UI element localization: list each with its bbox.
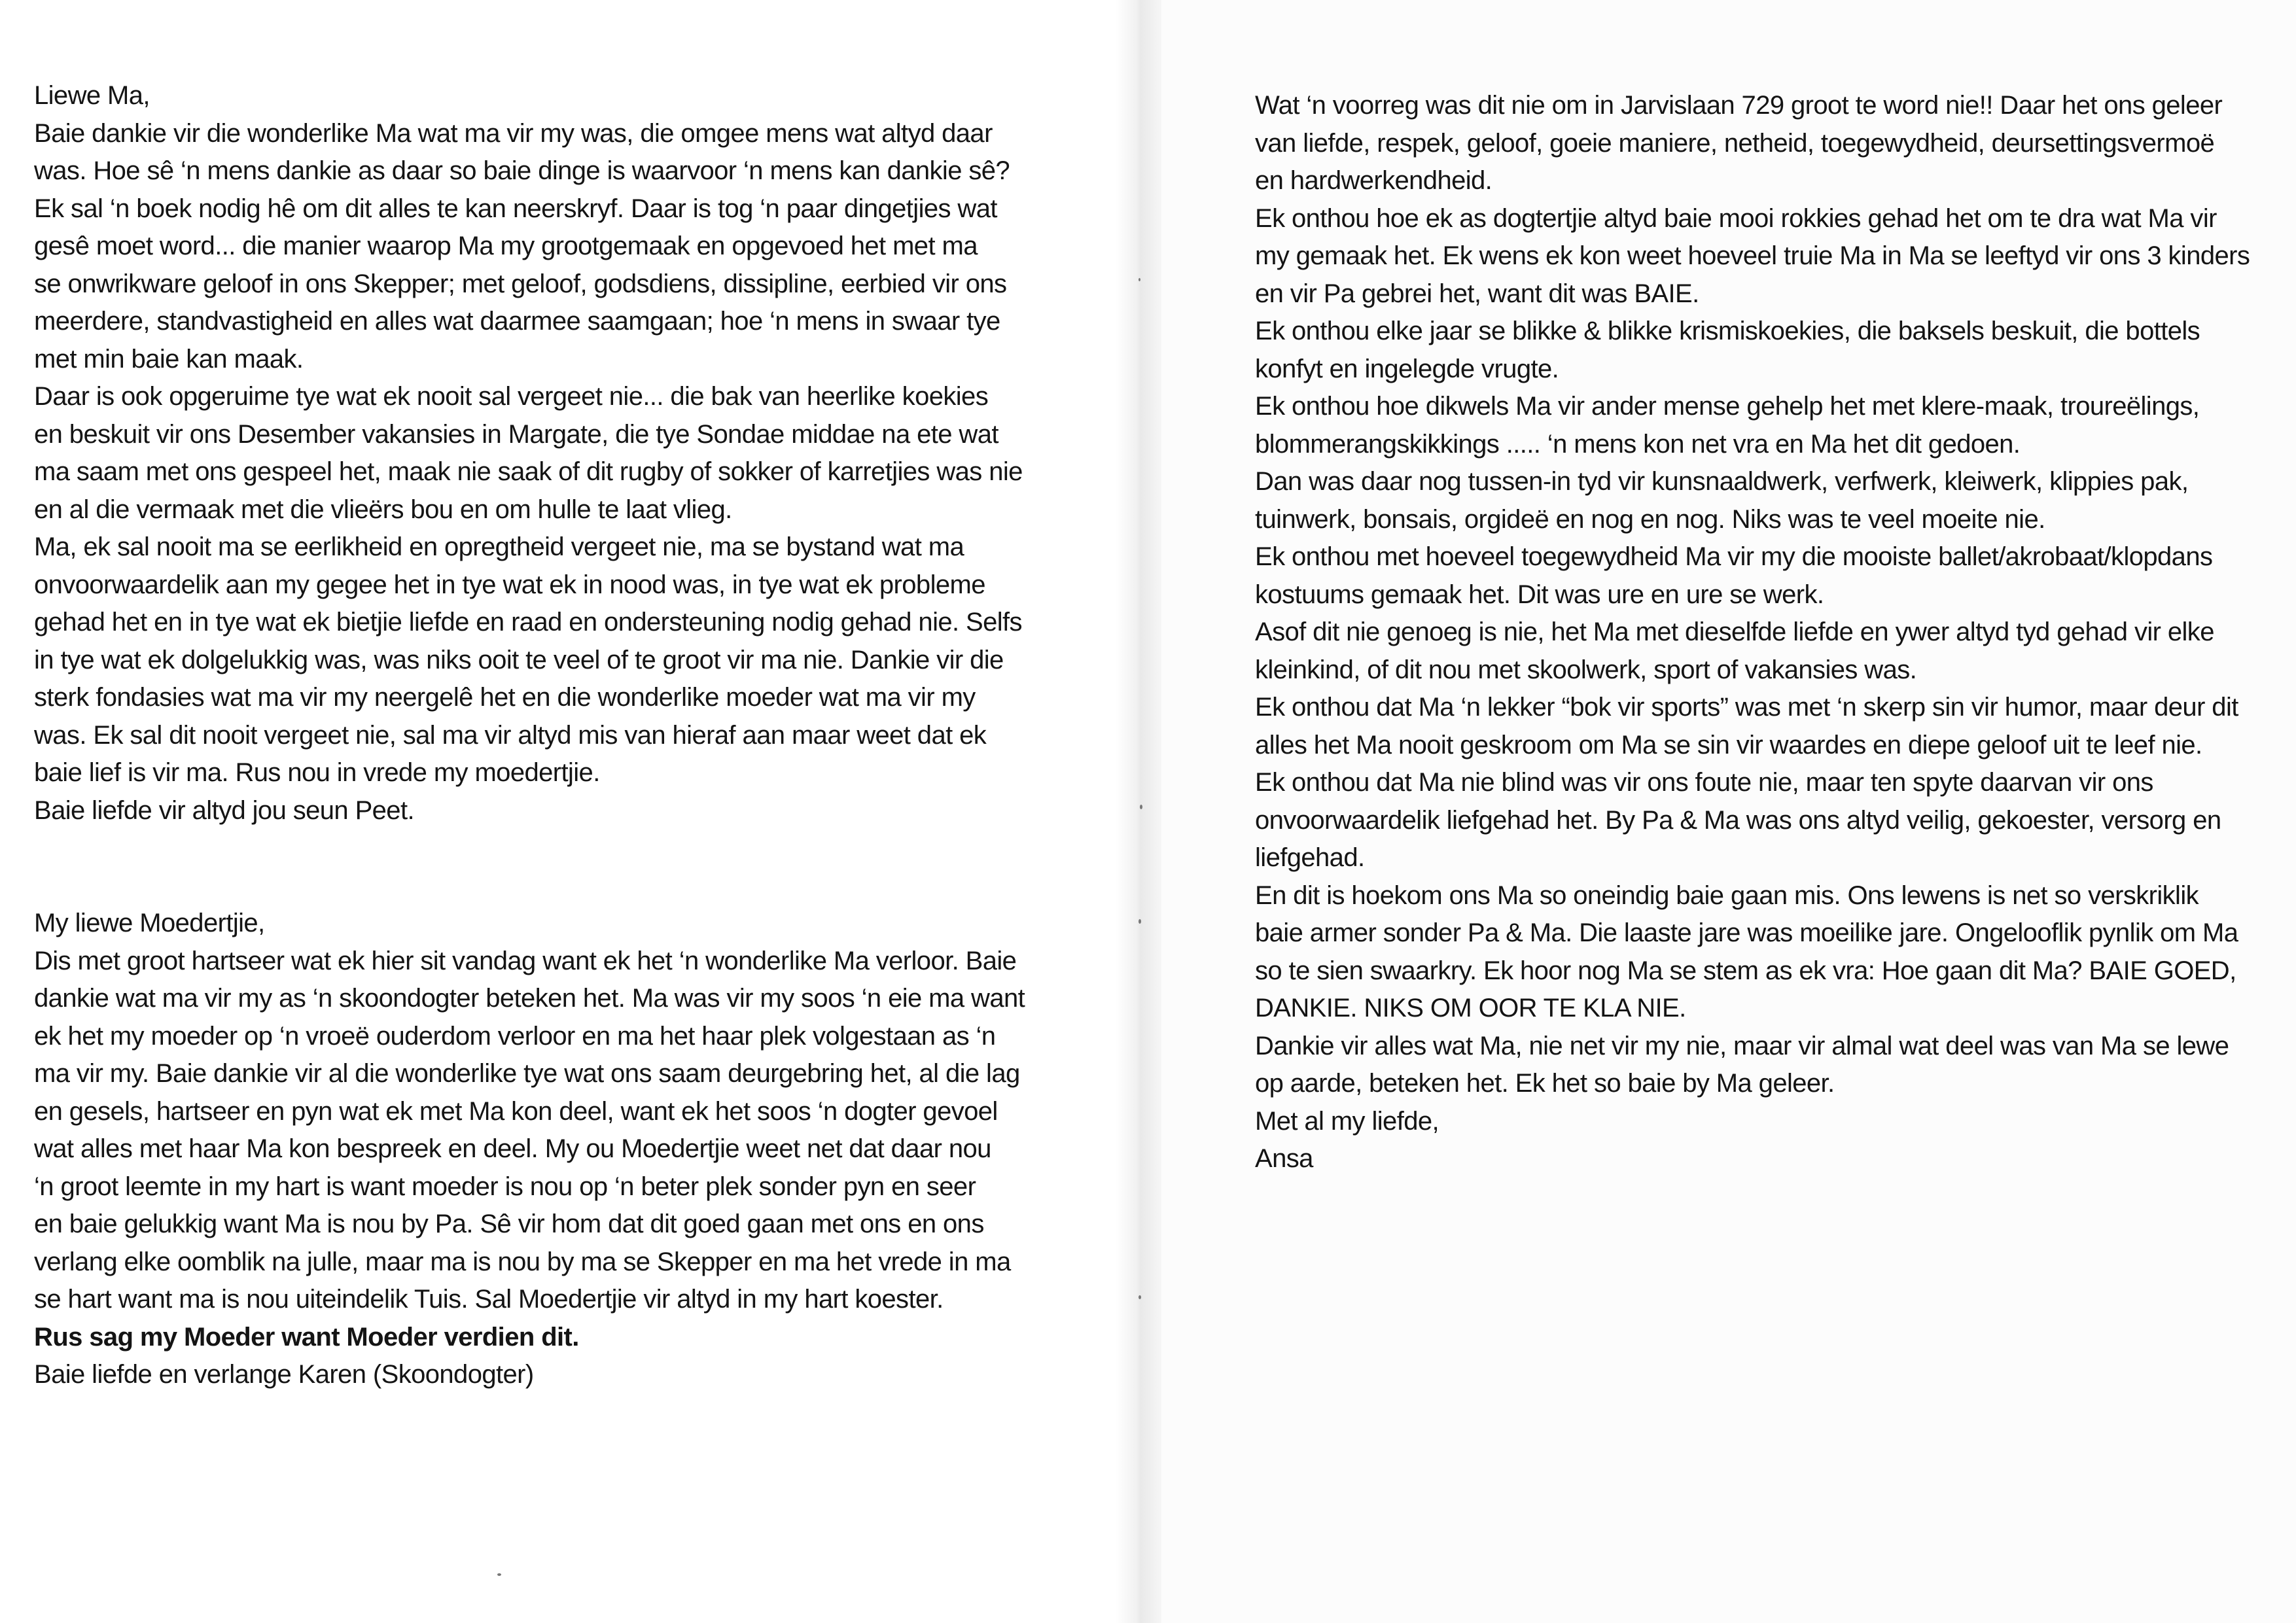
text-line: en baie gelukkig want Ma is nou by Pa. Sê vir hom dat dit goed gaan met ons en ons	[34, 1210, 984, 1238]
text-line: onvoorwaardelik aan my gegee het in tye wat ek in nood was, in tye wat ek probleme	[34, 570, 985, 599]
text-line: was. Hoe sê ‘n mens dankie as daar so baie dinge is waarvoor ‘n mens kan dankie sê?	[34, 156, 1010, 185]
text-line: Ek onthou hoe dikwels Ma vir ander mense gehelp het met klere-maak, troureëlings,	[1255, 392, 2200, 421]
text-line: baie lief is vir ma. Rus nou in vrede my moedertjie.	[34, 758, 600, 787]
text-line: my gemaak het. Ek wens ek kon weet hoeveel truie Ma in Ma se leeftyd vir ons 3 kinders	[1255, 241, 2250, 270]
text-line: en hardwerkendheid.	[1255, 166, 1492, 195]
text-line: sterk fondasies wat ma vir my neergelê het en die wonderlike moeder wat ma vir my	[34, 683, 976, 712]
text-line: Liewe Ma,	[34, 81, 150, 110]
text-line: wat alles met haar Ma kon bespreek en deel. My ou Moedertjie weet net dat daar nou	[34, 1134, 991, 1163]
text-line: verlang elke oomblik na julle, maar ma is nou by ma se Skepper en ma het vrede in ma	[34, 1247, 1011, 1276]
letter-karen-signature: Baie liefde en verlange Karen (Skoondogter)	[34, 1360, 534, 1389]
text-line: ‘n groot leemte in my hart is want moeder is nou op ‘n beter plek sonder pyn en seer	[34, 1172, 976, 1201]
text-line: dankie wat ma vir my as ‘n skoondogter beteken het. Ma was vir my soos ‘n eie ma want	[34, 984, 1025, 1013]
text-line: en vir Pa gebrei het, want dit was BAIE.	[1255, 279, 1699, 308]
text-line: ek het my moeder op ‘n vroeë ouderdom verloor en ma het haar plek volgestaan as ‘n	[34, 1021, 996, 1051]
text-line: konfyt en ingelegde vrugte.	[1255, 354, 1559, 383]
text-line: se onwrikware geloof in ons Skepper; met geloof, godsdiens, dissipline, eerbied vir ons	[34, 269, 1007, 298]
text-line: alles het Ma nooit geskroom om Ma se sin vir waardes en diepe geloof uit te leef nie.	[1255, 730, 2202, 759]
text-line: baie armer sonder Pa & Ma. Die laaste jare was moeilike jare. Ongelooflik pynlik om Ma	[1255, 918, 2238, 947]
text-line: Ek sal ‘n boek nodig hê om dit alles te kan neerskryf. Daar is tog ‘n paar dingetjies wat	[34, 194, 997, 223]
text-line: Ansa	[1255, 1144, 1313, 1173]
text-line: Dis met groot hartseer wat ek hier sit vandag want ek het ‘n wonderlike Ma verloor. Baie	[34, 946, 1017, 975]
text-line: En dit is hoekom ons Ma so oneindig baie gaan mis. Ons lewens is net so verskriklik	[1255, 881, 2199, 910]
text-line: Dankie vir alles wat Ma, nie net vir my nie, maar vir almal wat deel was van Ma se lewe	[1255, 1031, 2229, 1060]
scan-speck	[497, 1573, 501, 1576]
text-line: met min baie kan maak.	[34, 344, 304, 374]
text-line: ma saam met ons gespeel het, maak nie saak of dit rugby of sokker of karretjies was nie	[34, 457, 1023, 486]
text-line: meerdere, standvastigheid en alles wat daarmee saamgaan; hoe ‘n mens in swaar tye	[34, 307, 1000, 336]
text-line: kleinkind, of dit nou met skoolwerk, sport of vakansies was.	[1255, 655, 1917, 684]
text-line: onvoorwaardelik liefgehad het. By Pa & Ma was ons altyd veilig, gekoester, versorg en	[1255, 805, 2221, 835]
text-line: My liewe Moedertjie,	[34, 909, 265, 937]
text-line: ma vir my. Baie dankie vir al die wonderlike tye wat ons saam deurgebring het, al die lag	[34, 1059, 1020, 1088]
text-line: en al die vermaak met die vlieërs bou en om hulle te laat vlieg.	[34, 495, 732, 524]
scan-speck	[1139, 919, 1141, 924]
text-line: tuinwerk, bonsais, orgideë en nog en nog. Niks was te veel moeite nie.	[1255, 504, 2045, 534]
letter-ansa	[1255, 87, 2250, 1178]
letter-karen-closing: Rus sag my Moeder want Moeder verdien dit.	[34, 1322, 579, 1352]
text-line: op aarde, beteken het. Ek het so baie by Ma geleer.	[1255, 1069, 1835, 1098]
text-line: in tye wat ek dolgelukkig was, was niks ooit te veel of te groot vir ma nie. Dankie vir die	[34, 645, 1004, 674]
text-line: van liefde, respek, geloof, goeie maniere, netheid, toegewydheid, deursettingsvermoë	[1255, 128, 2215, 158]
text-line: DANKIE. NIKS OM OOR TE KLA NIE.	[1255, 994, 1686, 1022]
letter-karen-body	[34, 905, 1025, 1319]
text-line: was. Ek sal dit nooit vergeet nie, sal ma vir altyd mis van hieraf aan maar weet dat ek	[34, 720, 987, 750]
text-line: Ek onthou hoe ek as dogtertjie altyd baie mooi rokkies gehad het om te dra wat Ma vir	[1255, 203, 2217, 233]
text-line: en beskuit vir ons Desember vakansies in Margate, die tye Sondae middae na ete wat	[34, 419, 998, 449]
text-line: Asof dit nie genoeg is nie, het Ma met dieselfde liefde en ywer altyd tyd gehad vir elke	[1255, 618, 2214, 646]
scan-speck	[1140, 805, 1142, 809]
text-line: Wat ‘n voorreg was dit nie om in Jarvislaan 729 groot te word nie!! Daar het ons geleer	[1255, 91, 2223, 120]
text-line: gehad het en in tye wat ek bietjie liefde en raad en ondersteuning nodig gehad nie. Selfs	[34, 608, 1022, 637]
text-line: Ma, ek sal nooit ma se eerlikheid en opregtheid vergeet nie, ma se bystand wat ma	[34, 532, 964, 561]
letter-karen	[34, 905, 1025, 1394]
text-line: gesê moet word... die manier waarop Ma my grootgemaak en opgevoed het met ma	[34, 232, 978, 260]
text-line: Baie dankie vir die wonderlike Ma wat ma vir my was, die omgee mens wat altyd daar	[34, 118, 993, 148]
scan-speck	[1139, 278, 1140, 281]
text-line: Baie liefde vir altyd jou seun Peet.	[34, 795, 414, 825]
text-line: Met al my liefde,	[1255, 1106, 1439, 1136]
text-line: en gesels, hartseer en pyn wat ek met Ma kon deel, want ek het soos ‘n dogter gevoel	[34, 1096, 998, 1126]
text-line: Ek onthou met hoeveel toegewydheid Ma vir my die mooiste ballet/akrobaat/klopdans	[1255, 542, 2213, 571]
scan-speck	[1139, 1295, 1141, 1299]
text-line: liefgehad.	[1255, 843, 1365, 872]
text-line: Ek onthou elke jaar se blikke & blikke krismiskoekies, die baksels beskuit, die bottels	[1255, 317, 2200, 345]
page-spine	[1116, 0, 1161, 1623]
text-line: se hart want ma is nou uiteindelik Tuis. Sal Moedertjie vir altyd in my hart koester.	[34, 1285, 944, 1314]
text-line: Ek onthou dat Ma ‘n lekker “bok vir sports” was met ‘n skerp sin vir humor, maar deur dit	[1255, 693, 2238, 722]
text-line: blommerangskikkings ..... ‘n mens kon net vra en Ma het dit gedoen.	[1255, 429, 2021, 459]
letter-peet	[34, 77, 1023, 829]
text-line: Dan was daar nog tussen-in tyd vir kunsnaaldwerk, verfwerk, kleiwerk, klippies pak,	[1255, 467, 2189, 496]
text-line: Ek onthou dat Ma nie blind was vir ons foute nie, maar ten spyte daarvan vir ons	[1255, 768, 2153, 797]
text-line: so te sien swaarkry. Ek hoor nog Ma se stem as ek vra: Hoe gaan dit Ma? BAIE GOED,	[1255, 956, 2236, 985]
text-line: Daar is ook opgeruime tye wat ek nooit sal vergeet nie... die bak van heerlike koekies	[34, 382, 989, 411]
text-line: kostuums gemaak het. Dit was ure en ure se werk.	[1255, 580, 1824, 609]
